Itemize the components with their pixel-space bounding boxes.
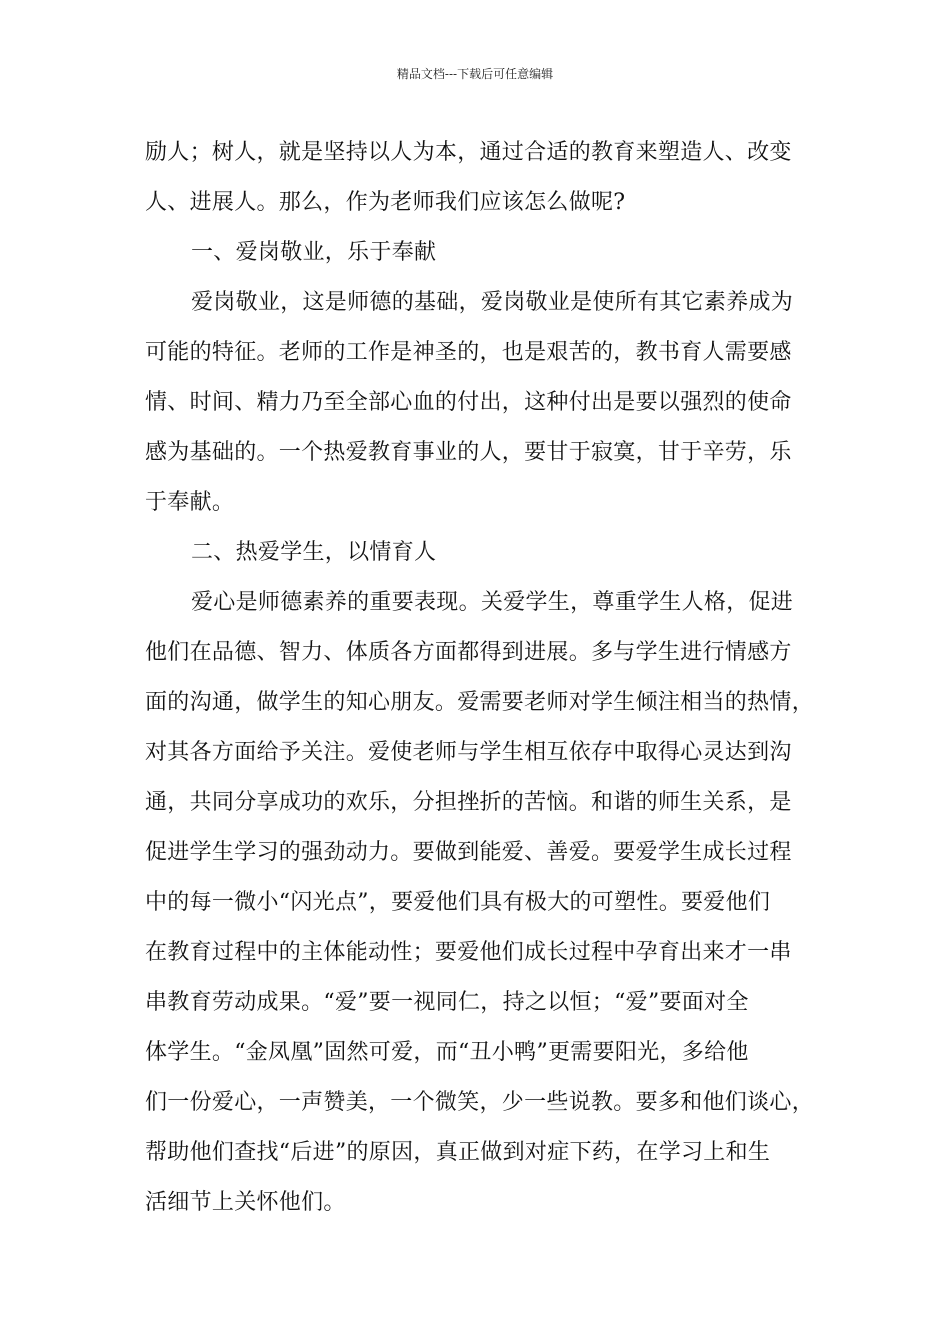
text-line: 感为基础的。一个热爱教育事业的人，要甘于寂寞，甘于辛劳，乐 bbox=[145, 440, 792, 465]
document-body bbox=[145, 128, 825, 1228]
text-line: 情、时间、精力乃至全部心血的付出，这种付出是要以强烈的使命 bbox=[145, 390, 792, 415]
section-heading: 一、爱岗敬业，乐于奉献 bbox=[191, 240, 437, 265]
text-line: 体学生。“金凤凰”固然可爱，而“丑小鸭”更需要阳光，多给他 bbox=[145, 1040, 749, 1065]
text-line: 励人；树人，就是坚持以人为本，通过合适的教育来塑造人、改变 bbox=[145, 140, 792, 165]
text-line: 人、进展人。那么，作为老师我们应该怎么做呢? bbox=[145, 190, 626, 215]
text-line: 中的每一微小“闪光点”，要爱他们具有极大的可塑性。要爱他们 bbox=[145, 890, 771, 915]
text-line: 对其各方面给予关注。爱使老师与学生相互依存中取得心灵达到沟 bbox=[145, 740, 792, 765]
text-line: 通，共同分享成功的欢乐，分担挫折的苦恼。和谐的师生关系，是 bbox=[145, 790, 792, 815]
page-header: 精品文档---下载后可任意编辑 bbox=[396, 67, 554, 81]
text-line: 促进学生学习的强劲动力。要做到能爱、善爱。要爱学生成长过程 bbox=[145, 840, 792, 865]
section-heading: 二、热爱学生，以情育人 bbox=[191, 540, 437, 565]
text-line: 帮助他们查找“后进”的原因，真正做到对症下药，在学习上和生 bbox=[145, 1140, 771, 1165]
text-line: 可能的特征。老师的工作是神圣的，也是艰苦的，教书育人需要感 bbox=[145, 340, 792, 365]
text-line: 串教育劳动成果。“爱”要一视同仁，持之以恒；“爱”要面对全 bbox=[145, 990, 749, 1015]
text-line: 他们在品德、智力、体质各方面都得到进展。多与学生进行情感方 bbox=[145, 640, 792, 665]
text-line: 们一份爱心，一声赞美，一个微笑，少一些说教。要多和他们谈心， bbox=[145, 1090, 815, 1115]
text-line: 爱岗敬业，这是师德的基础，爱岗敬业是使所有其它素养成为 bbox=[191, 290, 794, 315]
text-line: 活细节上关怀他们。 bbox=[145, 1190, 346, 1215]
text-line: 爱心是师德素养的重要表现。关爱学生，尊重学生人格，促进 bbox=[191, 590, 794, 615]
text-line: 在教育过程中的主体能动性；要爱他们成长过程中孕育出来才一串 bbox=[145, 940, 792, 965]
text-line: 于奉献。 bbox=[145, 490, 235, 515]
text-line: 面的沟通，做学生的知心朋友。爱需要老师对学生倾注相当的热情， bbox=[145, 690, 815, 715]
